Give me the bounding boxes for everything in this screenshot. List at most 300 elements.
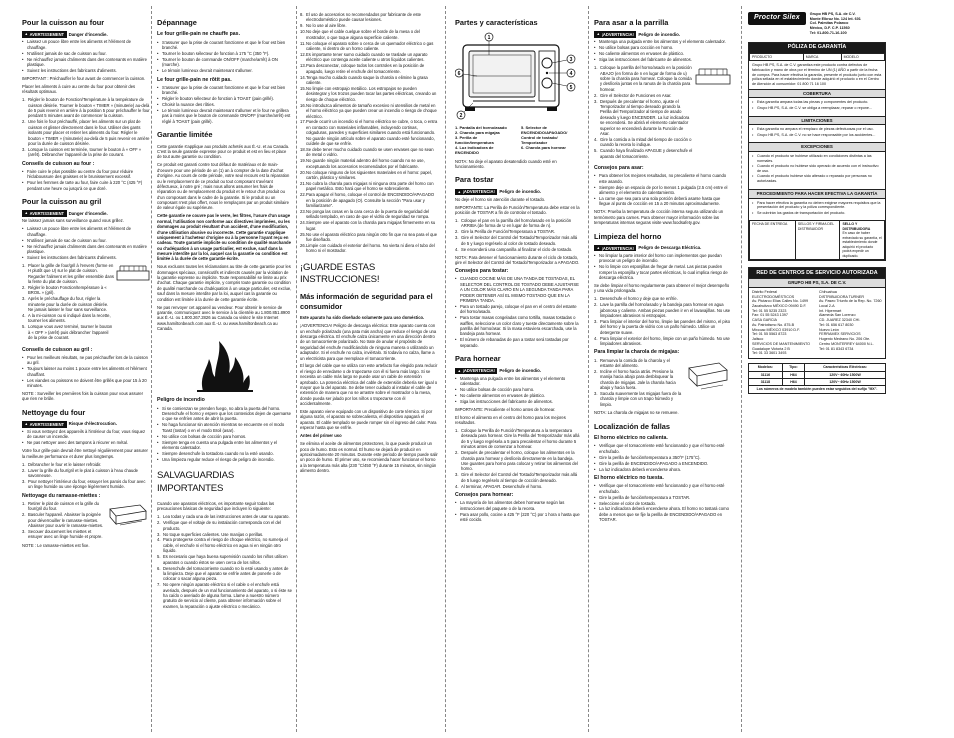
service-centers-left [752, 290, 815, 356]
broil-rack-illustration [116, 263, 150, 283]
text-line: Int. Hipermart [819, 308, 842, 313]
consumer-info-warn: ¡ADVERTENCIA! Peligro de descarga eléctrica: Este aparato cuenta con un enchufe polarizado (una pata más ancha) que reduce el riesgo de una descarga eléctrica. El enchufe calza únicamente en una dirección dentro de un tomacorriente polarizado. No trate de anular el propósito de seguridad del enchufe modificándolo de ninguna manera o utilizando un adaptador. Si el enchufe no calza, inviértalo. Si todavía no calza, llame a un electricista para que reemplace el tomacorriente. [300, 323, 437, 361]
coverage-heading: COBERTURA [749, 89, 885, 99]
warranty-p1: Cette garantie s'applique aux produits achetés aux É.-U. et au Canada. C'est la seule garantie expresse pour ce produit et est en lieu et place de tout autre garantie ou condition. [157, 143, 290, 160]
broil-es-bullets [594, 39, 731, 62]
list-item: 15. No limpie con estropajo metálico. Los estropajos se pueden desintegrar y los trozos pueden tocar las partes eléctricas, creando un riesgo de choque eléctrico. [300, 86, 437, 102]
fold-line [588, 6, 589, 732]
list-item: 1. Desenchufe el horno y deje que se enfríe. [594, 296, 678, 302]
list-item: 1. Remueva la comida de la charola y el estante del alimento. [594, 357, 670, 368]
procedure-heading: PROCEDIMIENTO PARA HACER EFECTIVA LA GARANTÍA [749, 189, 885, 199]
list-item: 4. Al terminar, APAGAR. Desenchufe el horno. [455, 483, 543, 489]
list-item: 2. Lave la parrilla del horno/asado y la bandeja para hornear en agua jabonosa y caliente. Ambas piezas pueden ir en el lavavajillas. No use limpiadores abrasivos ni estropajos. [594, 302, 731, 319]
list-item: 2. Gire la Perilla de Función/Temperatura a TOSTAR. [455, 229, 556, 235]
company-address [810, 12, 861, 36]
list-item: 23. No ponga las cosas en la cara cerca de la puerta de seguridad del sellado templado, en caso de que el vidrio de seguridad se rompa. [300, 209, 430, 220]
crumb-es-note: NOTA: La charola de migajas no se remueve. [594, 410, 679, 416]
warning-triangle-icon: ▲ [457, 368, 462, 373]
warning-clean-fr: ▲ AVERTISSEMENT Risque d'électrocution. [22, 421, 150, 427]
heading-warranty-fr: Garantie limitée [157, 130, 213, 140]
list-item: 13. Para desconectar, coloque todos los controles en la posición de apagado, luego retire el enchufe del tomacorriente. [300, 63, 425, 74]
list-item: • Si vous nettoyez des appareils à l'intérieur du four, vous risquez de causer un incendie. [22, 429, 150, 440]
text-line: SERVICIOS DE MANTENIMIENTO [752, 341, 811, 346]
text-line: Guadalupe Victoria 2 B [752, 346, 790, 351]
list-item: • No caliente alimentos en envases de plástico. [594, 51, 731, 56]
stamp-table [749, 220, 885, 260]
list-item: • Una limpieza regular reduce el riesgo de peligro de incendio. [157, 457, 292, 462]
fold-line [151, 6, 152, 732]
text-line: Av. Plutarco Elías Calles No. 1499 [752, 299, 809, 304]
text-line: CASA GARCIA [752, 318, 777, 323]
list-item: 3. Después de precalentar el horno, ajuste el Temporizador al tiempo deseado girando la Perilla del Temporizador al tiempo de asado deseado y luego ENCENDER. La luz indicadora se encenderá. Se abrirá el elemento calentador superior se encenderá durante la Función de Asar. [594, 98, 690, 136]
list-item: • La luz indicadora deberá encenderse ahora. El horno no tostará como debe a menos que se fije la perilla de ENCENDIDO/APAGADO en TOSTAR. [594, 506, 731, 522]
callout-2: 2 [459, 113, 463, 120]
list-item: • Cuando el producto hubiese sido alterado o reparado por personas no autorizadas. [752, 174, 882, 183]
heading-bake-fr: Pour la cuisson au four [22, 18, 105, 27]
list-item: 5. Lorsque vous avez terminé, tourner le bouton à « OFF » (arrêt) puis débrancher l'appareil de la prise de courant. [22, 324, 113, 341]
list-item: • Cuando el producto no hubiese sido operado de acuerdo con el instructivo de uso. [752, 164, 882, 173]
list-item: • Para hacer efectiva la garantía no deben exigirse mayores requisitos que la presentación del producto y la póliza correspondiente. [752, 201, 882, 210]
stamp-seal: SELLOS Y FIRMA DEL DISTRIBUIDOR [795, 221, 840, 260]
clean-es-steps [594, 296, 731, 346]
list-item: • Suivez les instructions des fabricants d'aliments. [22, 255, 150, 260]
list-item: • Ne réchauffez jamais d'aliments dans des contenants en matière plastique. [22, 244, 150, 255]
warning-bake-fr: ▲ AVERTISSEMENT Danger d'incendie. [22, 31, 150, 37]
list-item: • Verifique que el tomacorriente esté funcionando y que el horno esté enchufado. [594, 483, 731, 494]
list-item: 16. No introduzca alimentos de tamaño excesivo ni utensilios de metal en el horno eléctrico ya que pueden crear un incendio o riesgo de choque eléctrico. [300, 102, 437, 119]
list-item: 2. Verifique que el voltaje de su instalación corresponda con el del producto. [157, 520, 282, 531]
fault1-list [594, 443, 731, 472]
toast-es-intro: No deje el horno sin atención durante el tostado. [455, 196, 546, 202]
text-line: 5. Selector de ENCENDIDO/APAGADO/ Control de tostado/ Temporizador [521, 124, 568, 146]
list-item: 3. Para limpiar el interior del horno, limpie las paredes del mismo, el piso del horno y la puerta de vidrio con un paño húmedo. Utilice un detergente suave. [594, 319, 731, 335]
callout-6: 6 [457, 71, 461, 78]
toaster-oven-diagram [455, 31, 581, 123]
list-item: 20. No coloque ninguno de los siguientes materiales en el horno: papel, cartón, plástico y similares. [300, 169, 432, 180]
list-item: • La mayoría de los alimentos deben hornearse según las instrucciones del paquete o de la receta. [455, 500, 581, 511]
crumb-fr-heading: Nettoyage du ramasse-miettes : [22, 492, 101, 499]
text-line: Hugenio Medrano No. 206 Ote. [819, 337, 871, 342]
list-item: 14. Tenga mucho cuidado cuando saque la charola o elimine la grasa caliente. [300, 74, 428, 86]
fault1-heading: El horno eléctrico no calienta. [594, 435, 668, 442]
list-item: 25. No use el aparato eléctrico para ningún otro fin que no sea para el que fue diseñado. [300, 231, 438, 243]
heading-parts: Partes y características [455, 18, 538, 27]
text-line: Jalisco [752, 337, 764, 342]
bake-es-important: IMPORTANTE: Precaliente el horno antes de hornear. [455, 406, 556, 412]
text-line: Tel: 01 81 8343 6734 [819, 346, 854, 351]
service-centers-title: RED DE CENTROS DE SERVICIO AUTORIZADA [749, 268, 885, 278]
list-item: • Choisir la nuance des rôties. [157, 102, 292, 107]
fault2-list [594, 483, 731, 522]
heading-clean-fr: Nettoyage du four [22, 407, 86, 417]
list-item: • Mantenga una pulgada entre los alimentos y el elemento calentador. [594, 39, 731, 44]
list-item: • Grupo HB PS, S.A. de C.V. no se hace responsable por los accidentes... [752, 133, 882, 138]
callout-5: 5 [569, 85, 573, 92]
text-line: Tel: 01 55 5235 2323 [752, 308, 787, 313]
list-item: • Pour les femmes de tarte au four, faire cuire à 220 °C (425 °F) pendant une heure ou jusqu'à ce que doré. [22, 180, 150, 191]
list-item: • Seleccione el color de tostado. [594, 501, 731, 506]
column-2 [157, 12, 292, 612]
crumb-es-steps [594, 358, 683, 408]
consumer-info-sub: Este aparato ha sido diseñado solamente para uso doméstico. [300, 315, 425, 321]
list-item: 26. Limpie con cuidado el exterior del horno. No vierta ni diera el tubo del horno ni el mostrador. [300, 243, 435, 254]
text-line: Chihuahua [819, 289, 837, 294]
list-item: • Les viandes ou poissons ne doivent être grillés que pour 15 à 20 minutes. [22, 378, 150, 389]
text-line: 3. Perilla de función/temperatura [455, 135, 494, 146]
fire-icon [195, 337, 255, 393]
warning-clean-es: ▲ ¡ADVERTENCIA! Peligro de Descarga Eléctrica. [594, 245, 731, 251]
list-item: 12. Es importante tener sumo cuidado cuando se traslade un aparato eléctrico que contenga aceite caliente u otros líquidos calientes. [300, 52, 428, 63]
list-item: • Para obtener los mejores resultados, no precaliente el horno cuando este asando. [594, 173, 731, 184]
list-item: 4. A la mi-cuisson ou si indiqué dans la recette, tourner les aliments. [22, 313, 111, 324]
text-line: CD. JUAREZ 32340 CHI. [819, 318, 861, 323]
warranty-policy-text: Grupo HB PS, S.A. de C.V. garantiza este producto contra defectos de fabricación y mano de obra por el término de UN (1) AÑO a partir de la fecha de compra. Para hacer efectiva la garantía, presente el producto junto con esta póliza sellada en el establecimiento donde adquirió el producto o en el Centro de Atención al consumidor: 01 800 71 16 100 [752, 63, 882, 86]
list-item: • Gire la perilla de función/temperatura a TOSTAR. [594, 495, 731, 500]
list-item: 3. No toque superficies calientes. Use manijas o perillas. [157, 531, 264, 537]
service-centers-right [819, 290, 882, 356]
list-item: • Siga las instrucciones del fabricante de alimentos. [594, 57, 731, 62]
heading-troubleshoot-fr: Dépannage [157, 18, 197, 27]
list-item: 24. Siempre use el aparato con la charola para migajas firmemente en su lugar. [300, 220, 436, 231]
list-item: • Laissez un pouce libre entre les aliments et l'élément de chauffage. [22, 226, 150, 237]
list-item: 3. Secouer doucement les miettes et essuyer avec un linge humide et propre. [22, 528, 103, 540]
bake-es-intro: El horno el alimento en el centro del horno para los mejores resultados. [455, 414, 566, 426]
parts-legend-left [455, 125, 515, 156]
list-item: • S'assurer que la prise de courant fonctionne et que le four est bien branché. [157, 85, 292, 96]
heading-keep-instructions: ¡GUARDE ESTAS INSTRUCCIONES! [300, 261, 380, 286]
list-item: • Siempre deje un espacio de por lo menos 1 pulgada (2.5 cm) entre el alimento y el elemento de calentamiento. [594, 185, 731, 196]
fire-es-heading: Peligro de incendio [157, 397, 205, 404]
bake-es-tips [455, 500, 581, 522]
heading-toast-es: Para tostar [455, 175, 494, 185]
column-3 [300, 12, 438, 476]
warning-triangle-icon: ▲ [596, 245, 601, 250]
list-item: 1. Lea todas y cada una de las instrucciones antes de usar su aparato. [157, 514, 290, 520]
limits-list [749, 125, 885, 140]
broil-es-note: NOTA: Prueba la temperatura de cocción interna segura utilizando un termómetro para carnes. Para obtener mayor información sobre las temperaturas internas seguras visite www.foodsafety.gov. [594, 209, 724, 226]
broil-es-steps [594, 65, 693, 159]
list-item: • No haga funcionar sin atención mientras se encuentre en el modo Toast (tostar) o en el modo Broil (asar). [157, 422, 292, 433]
broil-fr-intro: Ne laissez jamais sans surveillance quand vous grillez. [22, 218, 124, 224]
toast-es-tips-heading: Consejos para tostar: [455, 268, 509, 275]
bake-es-bullets [455, 376, 581, 405]
broil-fr-note: NOTE : Surveiller les premières fois la cuisson pour vous assurer que rien ne brûle. [22, 390, 144, 402]
list-item: 1. Coloque la parrilla del horno/asado en la posición ABAJO (en forma de n en lugar de forma de u) sobre la charola para hornear. Coloque la comida y deslícela juntas en la ranura de la charola para hornear. [594, 65, 692, 92]
list-item: 22. Para apagar el horno, coloque el control de ENCENDIDO/APAGADO en la posición de apagado (O). Consulte la sección "Para usar y familiarizarse". [300, 192, 435, 209]
text-line: FERRAMEX SERVICIOS [819, 332, 861, 337]
broil-es-tips [594, 173, 731, 206]
clean-fr-steps [22, 462, 150, 490]
list-item: • Esta garantía no ampara el remplazo de piezas defectuosas por el uso. [752, 127, 882, 132]
service-centers-box [748, 267, 886, 359]
warranty-product-table [749, 53, 885, 61]
list-item: • Régler le bouton sélecteur de fonction à TOAST (pain grillé). [157, 96, 292, 101]
list-item: 3. Pour nettoyer l'intérieur du four, essuyer les parois du four avec un linge humide ou une éponge légèrement humide. [22, 478, 146, 490]
exceptions-list [749, 152, 885, 186]
fold-line [296, 6, 297, 732]
list-item: 4. Para limpiar el exterior del horno, limpie con un paño húmedo. No use limpiadores abrasivos. [594, 335, 730, 347]
list-item: • CUANDO COCINE MÁS DE UNA TANDA DE TOSTADAS, EL SELECTOR DEL CONTROL DE TOSTADO DEBE AJUSTARSE A UN COLOR MÁS CLARO EN LA SEGUNDA TANDA PARA PODER OBTENER ASÍ EL MISMO TOSTADO QUE EN LA PRIMERA TANDA. [455, 276, 581, 303]
parts-note: NOTA: No deje el aparato desatendido cuando esté en funcionamiento. [455, 158, 557, 169]
list-item: • El número de rebanadas de pan a tostar será tostadas por separado. [455, 337, 581, 348]
crumb-tray-es-illustration [685, 358, 731, 392]
list-item: 2. Une fois le four préchauffé, placer les aliments sur un plat de cuisson et glisser directement dans le four. Utiliser des gants isolants pour placer et retirer les aliments du four. Régler le bouton « TIMER » (minuterie) au-delà de 5 puis revenir en arrière pour la durée de cuisson désirée. [22, 119, 150, 146]
list-item: • S'assurer que la prise de courant fonctionne et que le four est bien branché. [157, 40, 292, 51]
text-line: Centro MONTERREY 64000 N.L. [819, 341, 874, 346]
stamp-note: En caso de haber extraviado su garantía, el establecimiento donde adquirió el producto podrá expedir un duplicado. [842, 231, 882, 258]
list-item: • No utilice con bolsas de cocción para hornos. [157, 434, 292, 439]
broil-fr-steps [22, 263, 114, 341]
model-row-2: 31118 [749, 378, 783, 385]
text-line: Tel: 01 33 3601 3493 [752, 351, 787, 356]
heading-consumer-info: Más información de seguridad para el consumidor [300, 292, 433, 311]
text-line: Distrito Federal [752, 289, 778, 294]
text-line: ELECTRODOMÉSTICOS [752, 294, 795, 299]
limits-heading: LIMITACIONES [749, 116, 885, 126]
clean-es-intro: Se debe limpiar el horno regularmente para obtener el mejor desempeño y una vida prolongada. [594, 282, 730, 294]
list-item: • Suivez les instructions des fabricants d'aliments. [22, 68, 150, 73]
warning-triangle-icon: ▲ [24, 422, 29, 426]
list-item: 1. Retirer le plat de cuisson et la grille du four/gril du four. [22, 500, 99, 512]
list-item: 2. Gire el Selector de Funciones en Asar. [594, 92, 672, 98]
trouble2-heading: Le four grille-pain ne rôtit pas. [157, 76, 232, 83]
list-item: • Para un tostado parejo, coloque el pan en el centro del estante del horno/asado. [455, 304, 581, 315]
list-item: • La carne que sea para una sola porción deberá asarse hasta que llegue al punto de cocción en 15 a 20 minutos aproximadamente. [594, 196, 731, 207]
column-4 [455, 12, 581, 525]
list-item: • Tourner le bouton sélecteur de fonction à 175 °C (350 °F). [157, 51, 292, 56]
list-item: • No caliente alimentos en envases de plástico. [455, 393, 581, 398]
text-line: Col. Palmitas Polanco [809, 21, 849, 26]
list-item: 8. El uso de accesorios no recomendados por fabricante de este electrodoméstico puede causar lesiones. [300, 12, 421, 23]
callout-4: 4 [569, 71, 573, 78]
list-item: • Faire cuire le plus possible au centre du four pour réduire l'éclaboussure des graisses et le brunissement excessif. [22, 169, 150, 180]
list-item: • Siempre desenchufe la tostadora cuando no la esté usando. [157, 451, 292, 456]
parts-legend-right [521, 125, 581, 156]
list-item: • Para asar pollo, cocine a 425 °F (220 °C) por 1 hora o hasta que esté cocido. [455, 512, 581, 523]
fire-es-list [157, 406, 292, 463]
list-item: • Gire la perilla de ENCENDIDO/APAGADO a ENCENDIDO. [594, 461, 731, 466]
text-line: Monte Elbruz No. 124 Int. 601 [809, 16, 861, 21]
list-item: • N'utilisez jamais de sac de cuisson au four. [22, 51, 150, 56]
text-line: Nuevo León [819, 327, 839, 332]
toast-es-important: IMPORTANTE: La Perilla de Función/Temperatura debe estar en la posición de TOSTAR a fin de controlar el tostado. [455, 204, 580, 215]
list-item: 17. Puede ocurrir un incendio si el horno eléctrico se cubre, o toca, o entra en contacto con materiales inflamables, incluyendo cortinas, colgaduras, paredes y superficies similares cuando está funcionando. No guarde ningún artículo sobre el aparato cuando esté funcionando, cuídele de que se enfríe. [300, 119, 438, 146]
warranty-policy-box [748, 42, 886, 262]
bake-fr-steps [22, 97, 150, 157]
list-item: 2. Basculer l'appareil. Abaisser la poignée pour déverrouiller le ramasse-miettes. Abaisser pour ouvrir le ramasse-miettes. [22, 512, 104, 528]
heading-safeguards-es: SALVAGUARDIAS IMPORTANTES [157, 470, 235, 494]
list-item: • Siempre tenga en cuenta una pulgada entre los alimentos y el elemento calentador. [157, 440, 292, 451]
consumer-info-p3: Este aparato viene equipado con un dispositivo de corte térmico. Si por alguna razón, el aparato se sobrecalienta, el dispositivo apagará el aparato. El cable templado se puede romper sin el ingreso del calor. Para esperar hasta que se enfríe. [300, 409, 437, 431]
list-item: 11. No coloque el aparato sobre o cerca de un quemador eléctrico o gas caliente, ni dentro de un horno caliente. [300, 40, 434, 52]
text-line: 2. Charola para migajas [455, 129, 500, 135]
toast-es-steps [455, 218, 581, 252]
text-line: Av. Patriotismo No. 875-B [752, 322, 795, 327]
list-item: • No utilice bolsas de cocción para horno. [455, 387, 581, 392]
list-item: 4. Para protegerse contra el riesgo de choque eléctrico, no sumerja el cable, el enchufe ni el horno eléctrico en agua ni en ningún otro líquido. [157, 537, 288, 554]
broil-fr-bullets [22, 226, 150, 260]
safeguards-intro: Cuando use aparatos eléctricos, es importante seguir todas las precauciones básicas de seguridad que incluyen lo siguiente: [157, 500, 275, 512]
fault2-heading: El horno eléctrico no tuesta. [594, 475, 664, 482]
list-item: 2. Después de precalentar el horno, coloque los alimentos en la charola para hornear y deslícela directamente en la bandeja. Use guantes para horno para colocar y retirar los alimentos del horno. [455, 450, 578, 472]
models-head-model: Modelos: [749, 364, 783, 371]
warning-broil-es: ▲ ¡ADVERTENCIA! Peligro de incendio. [594, 31, 731, 37]
text-line: Alameda San Lorenzo [819, 313, 856, 318]
warranty-p4: Nous excluons toutes les réclamations au titre de cette garantie pour les dommages spéciaux, consécutifs et indirects causés par la violation de la garantie expresse ou implicite. Toute responsabilité se limite au prix d'achat. Chaque garantie implicite, y compris toute garantie ou condition de qualité marchande ou d'adéquation à un usage particulier, est exclue, sauf dans la mesure interdite par la loi, auquel cas la garantie ou condition est limitée à la durée de cette garantie écrite. [157, 264, 292, 302]
clean-es-bullets [594, 253, 731, 280]
list-item: • La luz indicadora deberá encenderse ahora. [594, 467, 731, 472]
bake-fr-tips-heading: Conseils de cuisson au four : [22, 160, 95, 167]
list-item: • No limpiar la parte interior del horno con implementos que puedan provocar un peligro de incendio. [594, 253, 731, 264]
list-item: • Cuando el producto se hubiese utilizado en condiciones distintas a las normales. [752, 154, 882, 163]
list-item: 5. Es necesario que haya buena supervisión cuando los niños utilicen aparatos o cuando éstos se usen cerca de los niños. [157, 554, 288, 565]
parts-legend [455, 125, 581, 156]
list-item: 5. Cuando haya finalizado APAGUE y desenchufe el aparato del tomacorriente. [594, 148, 693, 159]
heading-broil-es: Para asar a la parrilla [594, 18, 669, 27]
heading-bake-es: Para hornear [455, 354, 501, 364]
list-item: • Ne pas nettoyer avec des tampons à récurer en métal. [22, 440, 150, 445]
list-item: • Siga las instrucciones del fabricante de alimentos. [455, 399, 581, 404]
list-item: • N'utilisez jamais de sac de cuisson au four. [22, 238, 150, 243]
bake-fr-intro: Placer les aliments à cuire au centre du four pour obtenir des résultats optimaux. [22, 83, 136, 95]
text-line: 1. Pantalla del horno/asado [455, 124, 507, 130]
text-line: México, D.F. C.P. 11560 [809, 26, 850, 31]
list-item: 9. No lo use al aire libre. [300, 23, 347, 29]
warning-triangle-icon: ▲ [24, 211, 29, 216]
exceptions-heading: EXCEPCIONES [749, 142, 885, 152]
clean-fr-bullets [22, 429, 150, 446]
trouble1-list [157, 40, 292, 74]
list-item: 10. No deje que el cable cuelgue sobre el borde de la mesa o del mostrador, o que toque alguna superficie caliente. [300, 29, 420, 40]
text-line: Fax: 01 55 5243 1397 [752, 313, 788, 318]
list-item: • Le témoin lumineux devrait maintenant s'allumer. [157, 68, 292, 73]
toast-es-tips [455, 276, 581, 348]
stamp-distributor: SELLO Y DISTRIBUIDORA En caso de haber extraviado su garantía, el establecimiento donde adquirió el producto podrá expedir un duplicado. [840, 221, 885, 260]
callout-1: 1 [487, 35, 491, 42]
models-table: Modelos: Tipo: Características Eléctricas: 31116 H64 120V~ 60Hz 1500W 31118 H64 120V~ 60Hz 1500W Los números de modelo también pueden estar seguidos del sufijo "MX". [748, 363, 886, 394]
brand-logo: Proctor Silex [748, 12, 806, 25]
list-item: • Se cubrirán los gastos de transportación del producto. [752, 211, 882, 216]
text-line: Tel: 01 656 617 8030 [819, 322, 854, 327]
list-item: • Pour les meilleurs résultats, ne pas préchauffer lors de la cuisson au gril. [22, 355, 150, 366]
list-item: • Verifique que el tomacorriente esté funcionando y que el horno esté enchufado. [594, 443, 731, 454]
list-item: • Le témoin lumineux devrait maintenant s'allumer et le four ne grillera pas à moins que le bouton de commande ON/OFF (marche/arrêt) est réglé à TOAST (pain grillé). [157, 108, 292, 124]
text-line: Av. Paseo Triunfo de la Rep. No. 7260 Local 2-A [819, 299, 882, 308]
gcol-brand: MARCA [803, 53, 841, 60]
procedure-list [749, 199, 885, 218]
warranty-p5: Ne pas renvoyer cet appareil au vendeur. Pour obtenir le service de garantie, communiquez avec le service à la clientèle au 1.800.851.8900 aux É.-U. ou 1.800.267.2826 au Canada ou visitez le site Internet www.hamiltonbeach.com aux É.-U. ou www.hamiltonbeach.ca au Canada. [157, 304, 290, 332]
trouble2-list [157, 85, 292, 124]
column-1 [22, 12, 150, 551]
consumer-info-p4: Antes del primer uso [300, 433, 342, 439]
list-item: 1. Débrancher le four et le laisser refroidir. [22, 461, 102, 467]
safeguards-list [157, 514, 292, 609]
list-item: 2. Régler le bouton Fonction/température à « BROIL » (gril). [22, 284, 107, 296]
warranty-p2: Ce produit est garanti contre tout défaut de matériaux et de main-d'oeuvre pour une période de un (1) an à compter de la date d'achat d'origine. Au cours de cette période, votre seul recours est la réparation ou le remplacement de ce produit ou tout composant s'avérant défectueux, à notre gré ; mais nous allons assumer les frais de réparation ou de remplacement du produit et le retour d'un produit ou d'un composant dans le cadre de la garantie. Si le produit ou un composant n'est plus offert, nous le remplaçons par un produit similaire de valeur égale ou supérieure. [157, 162, 290, 211]
bake-es-tips-heading: Consejos para hornear: [455, 492, 514, 498]
service-centers-sub: GRUPO HB PS, S.A. DE C.V. [749, 278, 885, 288]
list-item: • Gire la perilla de función/temperatura a 350°F (175°C). [594, 455, 731, 460]
text-line: 6. Charola para hornear [521, 145, 566, 151]
list-item: 4. Gire la comida a la mitad del tiempo de cocción o cuando la receta lo indique. [594, 136, 692, 148]
list-item: 4. Se encenderá una campanilla al finalizar el ciclo de tostado. [455, 246, 573, 252]
list-item: 1. Placer la grille de four/gril à l'envers (forme en H plutôt que U) sur le plat de cuisson. Regarder l'aliment et les griller ensemble dans la fente du plat de cuisson. [22, 262, 114, 284]
heading-faults-es: Localización de fallas [594, 421, 670, 431]
warning-toast-es: ▲ ¡ADVERTENCIA! Peligro de incendio. [455, 189, 581, 195]
crumb-tray-illustration [106, 501, 150, 527]
coverage-list [749, 98, 885, 113]
list-item: 1. Régler le bouton de Fonction/Température à la température de cuisson désirée. Tourner le bouton « TIMER » (minuterie) au-delà de 5 puis revenir en arrière à la position 5 pour préchauffer le four pendant 5 minutes avant de commencer la cuisson. [22, 97, 150, 119]
list-item: 3. Gire el Selector del Control del Tostado/Temporizador más allá de 5 luego regréselo al tiempo de cocción deseado. [455, 472, 578, 483]
list-item: 2. Laver la grille du four/gril et le plat à cuisson à l'eau chaude savonneuse. [22, 467, 138, 479]
text-line: Mixcoac MÉXICO 03910 D.F. [752, 327, 800, 332]
list-item: 1. Coloque el pan en la parrilla del horno/asado en la posición ARRIBA (de forma de U en lugar de forma de n). [455, 217, 572, 229]
heading-broil-fr: Pour la cuisson au gril [22, 196, 102, 206]
heading-clean-es: Limpieza del horno [594, 231, 662, 241]
gcol-product: PRODUCTO [750, 53, 804, 60]
list-item: 3. Lorsque la cuisson est terminée, tourner le bouton à « OFF » (arrêt). Débrancher l'appareil de la prise de courant. [22, 146, 142, 158]
models-head-type: Tipo: [782, 364, 804, 371]
warning-triangle-icon: ▲ [596, 32, 601, 37]
text-line: Grupo HB PS, S.A. de C.V. [809, 12, 856, 16]
gcol-model: MODELO [841, 53, 884, 60]
broil-es-tips-heading: Consejos para asar: [594, 165, 644, 172]
warranty-policy-title: PÓLIZA DE GARANTÍA [749, 43, 885, 53]
list-item: • No lo limpie con esponjillas de fregar de metal. Las piezas pueden romper la esponjilla y tocar partes eléctricas, lo cual implica riesgo de descarga eléctrica. [594, 264, 731, 280]
consumer-info-p2: El largo del cable que se utiliza con este artefacto fue elegido para reducir el riesgo de enredarse o de tropezarse con él si fuera más largo. Si se necesita un cable más largo se puede usar un cable de extensión aprobado. La potencia eléctrica del cable de extensión debería ser igual o mayor que la del aparato. Se debe tener cuidado al instalar el cable de extensión de manera que no se arrastre sobre el mostrador o la mesa, donde pueda ser jalado por los niños o tropezarse con él accidentalmente. [300, 363, 438, 407]
broil-rack-es-illustration [695, 65, 731, 87]
crumb-es-heading: Para limpiar la charola de migajas: [594, 349, 680, 356]
list-item: 19. No guarde ningún material adentro del horno cuando no se use, exceptuando los accesorios recomendados por el fabricante. [300, 158, 425, 169]
list-item: • Grupo HB PS, S.A. de C.V. se obliga a reemplazar, reparar o repone... [752, 106, 882, 111]
column-6 [748, 12, 886, 394]
list-item: • Esta garantía ampara todas las piezas y componentes del producto. [752, 100, 882, 105]
broil-fr-tips [22, 355, 150, 388]
list-item: 21. No cubra la charola para migajas ni ninguna otra parte del horno con papel metálico. Esto hará que el horno se sobrecaliente. [300, 180, 434, 192]
list-item: • Si se comienzan se prenden fuego, no abra la puerta del horno. Desenchufe el horno y espere que los contenidos dejen de quemarse o que se enfríen antes de abrir la puerta. [157, 406, 292, 422]
list-item: 3. Sacuda suavemente las migajas fuera de la charola y limpie con un trapo húmedo y limpio. [594, 391, 682, 407]
list-item: 2. Incline el horno hacia atrás. Presione la manija hacia abajo para desbloquear la charola de migajas. Jale la charola hacia abajo y hacia fuera. [594, 368, 676, 391]
warranty-p3: Cette garantie ne couvre pas le verre, les filtres, l'usure d'un usage normal, l'utilisation non conforme aux directives imprimées, ou les dommages au produit résultant d'un accident, d'une modification, d'une utilisation abusive ou incorrecte. Cette garantie s'applique uniquement à l'acheteur d'origine ou à la personne l'ayant reçu en cadeau. Toute garantie implicite ou condition de qualité marchande ou d'adéquation à un usage particulier, est exclue, sauf dans la mesure interdite par la loi, auquel cas la garantie ou condition est limitée à la durée de cette garantie écrite. [157, 213, 291, 262]
text-line: Zacahuitzco MÉXICO 09490 D.F. [752, 303, 807, 308]
list-item: 18. Se debe tener mucho cuidado cuando se usen envases que no sean de metal o vidrio. [300, 146, 434, 158]
toast-es-note: NOTA: Para detener el funcionamiento durante el ciclo de tostado, gire el Selector del Control del Tostado/Temporizador a APAGADO. [455, 254, 580, 265]
callout-3: 3 [569, 57, 573, 64]
safeguards-list-cont [300, 12, 438, 254]
stamp-date: FECHA DE ENTREGA [750, 221, 796, 260]
warning-broil-fr: ▲ AVERTISSEMENT Danger d'incendie. [22, 210, 150, 216]
list-item: • Tourner le bouton de commande ON/OFF (marche/arrêt) à ON (marche). [157, 57, 292, 68]
text-line: 4. Luz indicadora de ENCENDIDO [455, 145, 494, 156]
models-note: Los números de modelo también pueden estar seguidos del sufijo "MX". [749, 386, 886, 393]
bake-fr-tips [22, 169, 150, 191]
list-item: • Toujours laisser au moins 1 pouce entre les aliments et l'élément chauffant. [22, 366, 150, 377]
broil-fr-tips-heading: Conseils de cuisson au gril : [22, 346, 93, 353]
clean-fr-intro: Votre four grille-pain devrait être nettoyé régulièrement pour assurer la meilleure performance et durer plus longtemps. [22, 448, 148, 459]
text-line: Tel: 01-800-71-16-100 [809, 30, 847, 35]
list-item: 6. Desenchufe del tomacorriente cuando no lo esté usando y antes de la limpieza. Deje que el aparato se enfríe antes de ponerle o de colocar o sacar alguna pieza. [157, 565, 289, 582]
fold-line [741, 6, 742, 732]
list-item: • Laissez un pouce libre entre les aliments et l'élément de chauffage. [22, 39, 150, 50]
warning-bake-es: ▲ ¡ADVERTENCIA! Peligro de incendio. [455, 368, 581, 374]
crumb-fr-steps [22, 501, 104, 540]
list-item: 3. Gire el Selector del Control del Tostado/Temporizador más allá de 5 y luego regréselo al color de tostado deseado. [455, 235, 578, 246]
warning-triangle-icon: ▲ [24, 32, 29, 37]
list-item: • Mantenga una pulgada entre los alimentos y el elemento calentador. [455, 376, 581, 387]
bake-es-steps [455, 428, 581, 489]
list-item: 7. No opere ningún aparato eléctrico si el cable o el enchufe está averiado, después de un mal funcionamiento del aparato, o si éste se ha caído o averiado de alguna forma. Llame a nuestro número gratuito de servicio al cliente, para obtener información sobre el examen, la reparación o ajuste eléctrico o mecánico. [157, 582, 292, 609]
text-line: DISTRIBUIDORA TURNER [819, 294, 865, 299]
